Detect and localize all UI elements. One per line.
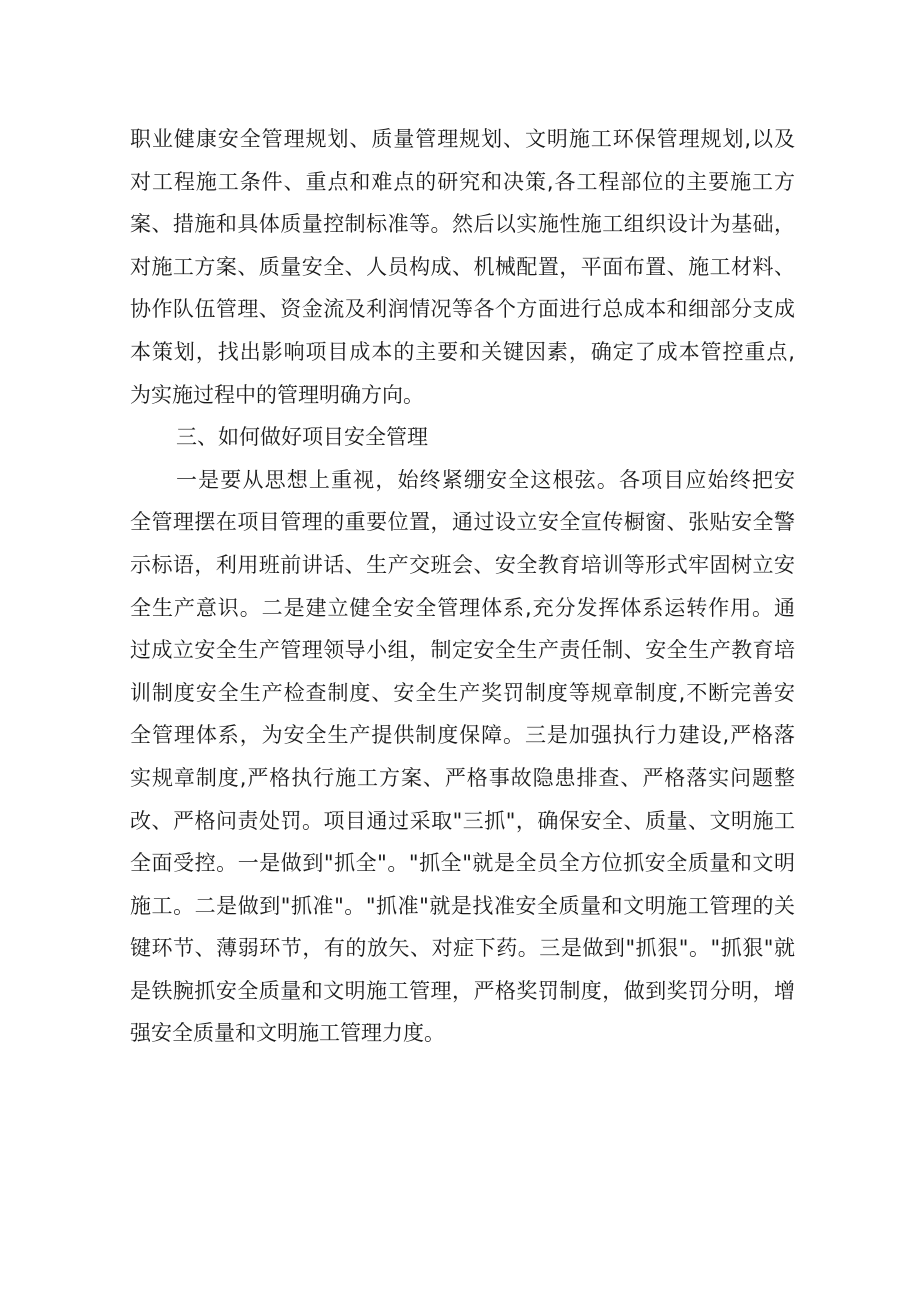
text-line: 全面受控。一是做到"抓全"。"抓全"就是全员全方位抓安全质量和文明 — [130, 851, 795, 876]
text-line: 施工。二是做到"抓准"。"抓准"就是找准安全质量和文明施工管理的关 — [130, 893, 795, 918]
paragraph-1 — [130, 118, 795, 416]
text-line: 强安全质量和文明施工管理力度。 — [130, 1021, 445, 1046]
text-line: 实规章制度,严格执行施工方案、严格事故隐患排查、严格落实问题整 — [130, 765, 795, 790]
text-line: 示标语，利用班前讲话、生产交班会、安全教育培训等形式牢固树立安 — [130, 552, 795, 577]
text-line: 案、措施和具体质量控制标准等。然后以实施性施工组织设计为基础， — [130, 212, 795, 237]
text-line: 全生产意识。二是建立健全安全管理体系,充分发挥体系运转作用。通 — [130, 595, 795, 620]
text-line: 一是要从思想上重视，始终紧绷安全这根弦。各项目应始终把安 — [176, 467, 795, 492]
text-line: 对施工方案、质量安全、人员构成、机械配置，平面布置、施工材料、 — [130, 254, 795, 279]
paragraph-2 — [130, 459, 795, 1055]
text-line: 改、严格问责处罚。项目通过采取"三抓"，确保安全、质量、文明施工 — [130, 808, 795, 833]
text-line: 训制度安全生产检查制度、安全生产奖罚制度等规章制度,不断完善安 — [130, 680, 795, 705]
text-line: 键环节、薄弱环节，有的放矢、对症下药。三是做到"抓狠"。"抓狠"就 — [130, 936, 795, 961]
text-line: 为实施过程中的管理明确方向。 — [130, 382, 424, 407]
text-line: 对工程施工条件、重点和难点的研究和决策,各工程部位的主要施工方 — [130, 169, 795, 194]
text-line: 过成立安全生产管理领导小组，制定安全生产责任制、安全生产教育培 — [130, 638, 795, 663]
text-line: 协作队伍管理、资金流及利润情况等各个方面进行总成本和细部分支成 — [130, 297, 795, 322]
text-line: 全管理体系，为安全生产提供制度保障。三是加强执行力建设,严格落 — [130, 723, 795, 748]
text-line: 职业健康安全管理规划、质量管理规划、文明施工环保管理规划,以及 — [130, 127, 795, 151]
document-body — [130, 118, 795, 1055]
section-heading: 三、如何做好项目安全管理 — [176, 425, 428, 450]
text-line: 是铁腕抓安全质量和文明施工管理，严格奖罚制度，做到奖罚分明，增 — [130, 978, 795, 1003]
text-line: 全管理摆在项目管理的重要位置，通过设立安全宣传橱窗、张贴安全警 — [130, 510, 795, 535]
text-line: 本策划，找出影响项目成本的主要和关键因素，确定了成本管控重点, — [130, 339, 795, 364]
